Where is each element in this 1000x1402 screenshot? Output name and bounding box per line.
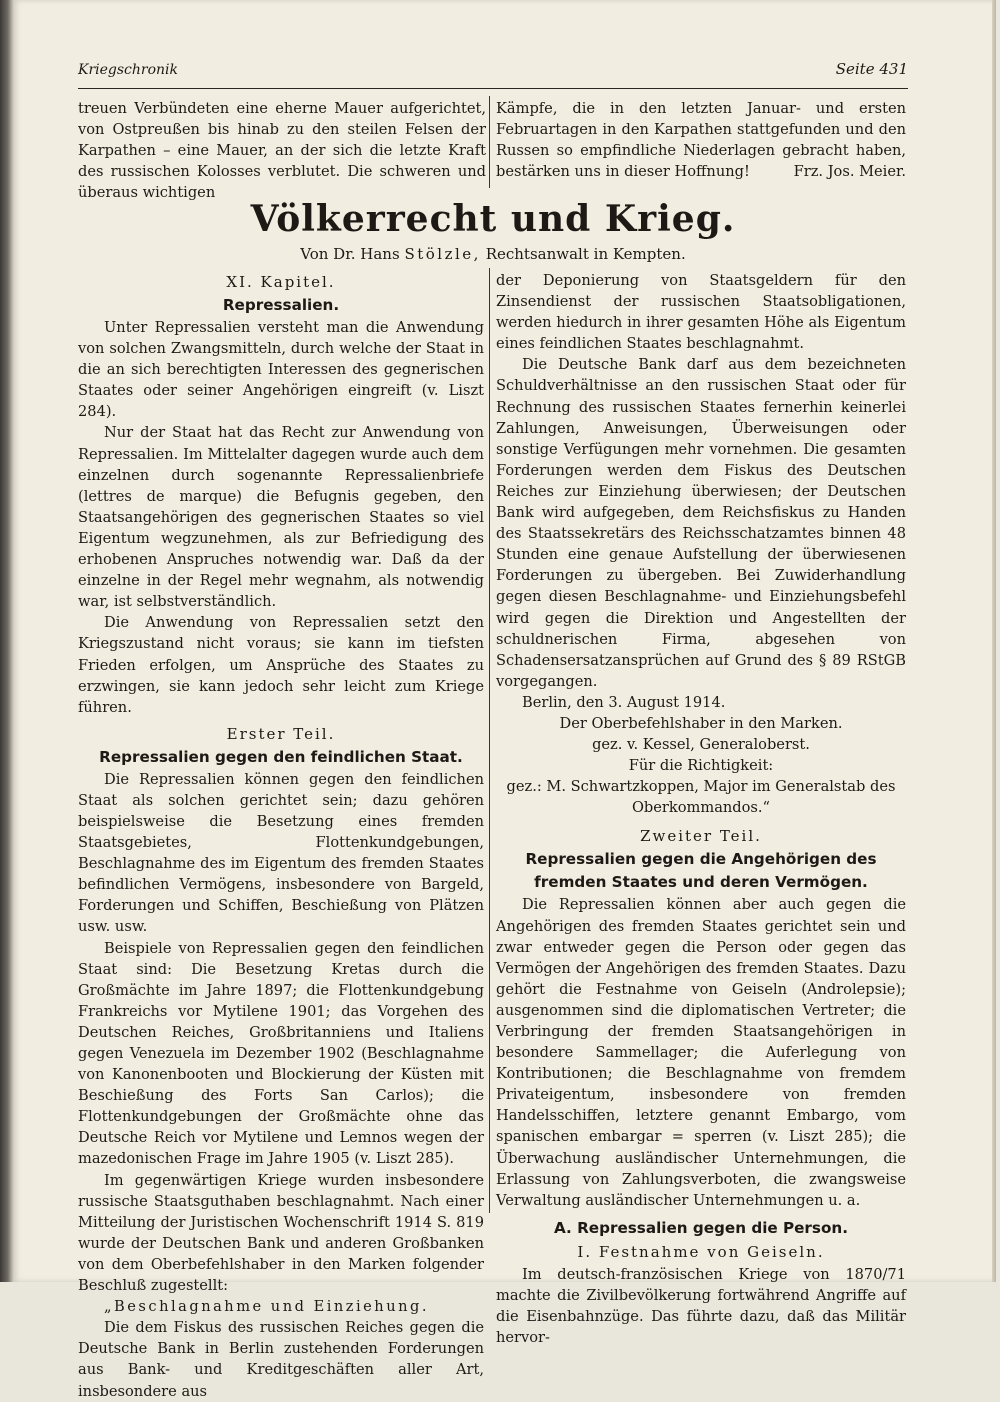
decree-date: Berlin, den 3. August 1914.	[522, 693, 726, 711]
decree-signature-line: gez. v. Kessel, Generaloberst.	[592, 736, 810, 754]
paragraph: Beispiele von Repressalien gegen den feindlichen Staat sind: Die Besetzung Kretas durch die Großmächte im Jahre 1897; die Flottenkundgebung Frankreichs vor Mytilene 1901; das Vorgehen des Deutschen Reiches, Großbritanniens und Italiens gegen Venezuela im Dezember 1902 (Beschlagnahme von Kanonenbooten und Blockierung der Küsten mit Beschießung des Forts San Carlos); die Flottenkundgebungen der Großmächte ohne das Deutsche Reich vor Mytilene und Lemnos wegen der mazedonischen Frage im Jahre 1905 (v. Liszt 285).	[78, 939, 484, 1168]
continuation-author: Frz. Jos. Meier.	[793, 163, 906, 181]
section-heading-feindlicher-staat: Repressalien gegen den feindlichen Staat.	[99, 747, 463, 766]
section-heading-repressalien: Repressalien.	[222, 296, 340, 314]
part-label-first: Erster Teil.	[226, 724, 336, 743]
paragraph: Die Repressalien können gegen den feindlichen Staat als solchen gerichtet sein; dazu gehören beispielsweise die Besetzung eines fremden Staatsgebietes, Flottenkundgebungen, Beschlagnahme des im Eigentum des fremden Staates befindlichen Vermögens, insbesondere von Bargeld, Forderungen und Schiffen, Beschießung von Plätzen usw. usw.	[78, 770, 484, 936]
chapter-label: XI. Kapitel.	[226, 273, 336, 291]
paragraph: Unter Repressalien versteht man die Anwendung von solchen Zwangsmitteln, durch welche der Staat in die an sich berechtigten Interessen des gegnerischen Staates oder seiner Angehörigen eingreift (v. Liszt 284).	[78, 319, 484, 421]
column-rule-main	[489, 268, 490, 1213]
byline-name: Stölzle,	[404, 245, 481, 263]
paragraph: Im deutsch-französischen Kriege von 1870/71 machte die Zivilbevölkerung fortwährend Angriffe auf die Eisenbahnzüge. Das führte dazu, daß das Militär hervor-	[496, 1265, 906, 1347]
section-heading-angehoerige: Repressalien gegen die Angehörigen des fremden Staates und deren Vermögen.	[525, 850, 877, 892]
decree-signature-line: gez.: M. Schwartzkoppen, Major im Generalstab des Oberkommandos.“	[506, 778, 896, 817]
paragraph: Die Deutsche Bank darf aus dem bezeichneten Schuldverhältnisse an den russischen Staat oder für Rechnung des russischen Staates fernerhin keinerlei Zahlungen, Anweisungen, Überweisungen oder sonstige Verfügungen mehr vornehmen. Die gesamten Forderungen werden dem Fiskus des Deutschen Reiches zur Einziehung überwiesen; der Deutschen Bank wird aufgegeben, dem Reichsfiskus zu Handen des Staatssekretärs des Reichsschatzamtes binnen 48 Stunden eine genaue Aufstellung der überwiesenen Forderungen zu übergeben. Bei Zuwiderhandlung gegen diesen Beschlagnahme- und Einziehungsbefehl wird gegen die Direktion und Angestellten der schuldnerischen Firma, abgesehen von Schadensersatzansprüchen auf Grund des § 89 RStGB vorgegangen.	[496, 356, 906, 690]
continuation-right	[496, 98, 906, 182]
header-rule	[78, 88, 908, 89]
decree-signature-line: Für die Richtigkeit:	[628, 757, 774, 775]
page-edge	[992, 0, 996, 1282]
article-byline	[78, 244, 908, 264]
continuation-right-text: Kämpfe, die in den letzten Januar- und ersten Februartagen in den Karpathen stattgefunden und den Russen so empfindliche Niederlagen gebracht haben, bestärken uns in dieser Hoffnung!	[496, 100, 906, 181]
subsection-label-geiseln: I. Festnahme von Geiseln.	[577, 1242, 825, 1261]
section-heading-person: A. Repressalien gegen die Person.	[554, 1218, 848, 1237]
running-head	[78, 58, 908, 84]
article-right-column	[496, 270, 906, 1348]
continuation-left-text: treuen Verbündeten eine eherne Mauer aufgerichtet, von Ostpreußen bis hinab zu den steilen Felsen der Karpathen – eine Mauer, an der sich die letzte Kraft des russischen Kolosses verblutet. Die schweren und überaus wichtigen	[78, 100, 486, 202]
page-number: Seite 431	[835, 60, 908, 78]
part-label-second: Zweiter Teil.	[640, 827, 762, 846]
continuation-left	[78, 98, 486, 203]
byline-suffix: Rechtsanwalt in Kempten.	[485, 245, 686, 263]
article-title: Völkerrecht und Krieg.	[250, 198, 736, 240]
quote-title: „Beschlagnahme und Einziehung.	[104, 1298, 429, 1316]
paragraph: der Deponierung von Staatsgeldern für den Zinsendienst der russischen Staatsobligationen, werden hiedurch in ihrer gesamten Höhe als Eigentum eines feindlichen Staates beschlagnahmt.	[496, 272, 906, 353]
article-left-column	[78, 270, 484, 1402]
book-binding	[0, 0, 14, 1282]
byline-prefix: Von Dr. Hans	[300, 245, 400, 263]
column-rule-top	[489, 96, 490, 188]
running-head-title: Kriegschronik	[78, 62, 179, 78]
paragraph: Die Anwendung von Repressalien setzt den Kriegszustand nicht voraus; sie kann im tiefsten Frieden erfolgen, um Ansprüche des Staates zu erzwingen, sie kann jedoch sehr leicht zum Kriege führen.	[78, 614, 484, 716]
paragraph: Nur der Staat hat das Recht zur Anwendung von Repressalien. Im Mittelalter dagegen wurde auch dem einzelnen durch sogenannte Repressalienbriefe (lettres de marque) die Befugnis gegeben, den Staatsangehörigen des gegnerischen Staates so viel Eigentum wegzunehmen, als zur Befriedigung des erhobenen Anspruches notwendig war. Daß da der einzelne in der Regel mehr wegnahm, als notwendig war, ist selbstverständlich.	[78, 424, 484, 611]
decree-signature-line: Der Oberbefehlshaber in den Marken.	[559, 714, 843, 732]
paragraph: Im gegenwärtigen Kriege wurden insbesondere russische Staatsguthaben beschlagnahmt. Nach einer Mitteilung der Juristischen Wochenschrift 1914 S. 819 wurde der Deutschen Bank und anderen Großbanken von dem Oberbefehlshaber in den Marken folgender Beschluß zugestellt:	[78, 1171, 484, 1295]
paragraph: Die dem Fiskus des russischen Reiches gegen die Deutsche Bank in Berlin zustehenden Forderungen aus Bank- und Kreditgeschäften aller Art, insbesondere aus	[78, 1319, 484, 1400]
paragraph: Die Repressalien können aber auch gegen die Angehörigen des fremden Staates gerichtet sein und zwar entweder gegen die Person oder gegen das Vermögen der Angehörigen des fremden Staates. Dazu gehört die Festnahme von Geiseln (Androlepsie); ausgenommen sind die diplomatischen Vertreter; die Verbringung der fremden Staatsangehörigen in besondere Sammellager; die Auferlegung von Kontributionen; die Beschlagnahme von fremdem Privateigentum, insbesondere von fremden Handelsschiffen, letztere genannt Embargo, vom spanischen embargar = sperren (v. Liszt 285); die Überwachung ausländischer Unternehmungen, die Erlassung von Zahlungsverboten, die zwangsweise Verwaltung ausländischer Unternehmungen u. a.	[496, 896, 906, 1209]
